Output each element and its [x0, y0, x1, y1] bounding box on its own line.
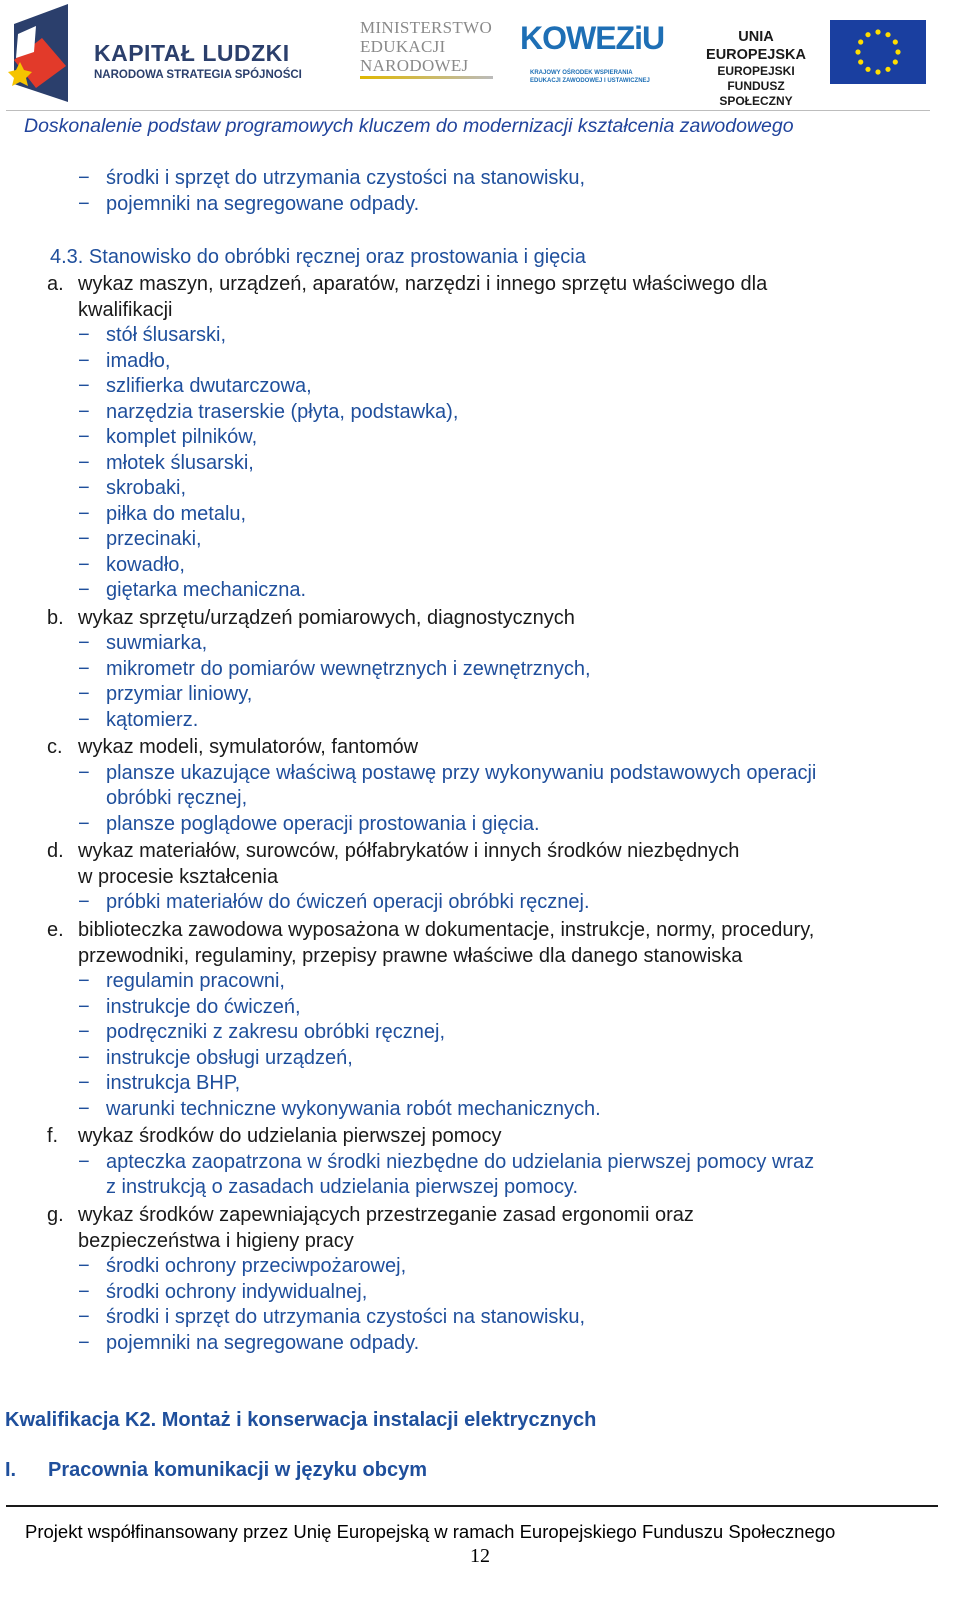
- kapital-ludzki-title: KAPITAŁ LUDZKI: [94, 40, 290, 66]
- footer-divider: [6, 1505, 938, 1507]
- paragraph-line: wykaz środków zapewniających przestrzeganie zasad ergonomii oraz: [78, 1204, 694, 1226]
- letter-d: d.: [47, 840, 64, 862]
- list-item-continuation: z instrukcją o zasadach udzielania pierwszej pomocy.: [106, 1176, 579, 1198]
- paragraph-line: bezpieczeństwa i higieny pracy: [78, 1230, 354, 1252]
- letter-e: e.: [47, 919, 64, 941]
- kapital-ludzki-subtitle: NARODOWA STRATEGIA SPÓJNOŚCI: [94, 69, 302, 81]
- header-divider: [6, 110, 930, 111]
- eu-line-3: FUNDUSZ SPOŁECZNY: [719, 79, 793, 108]
- paragraph-line: wykaz maszyn, urządzeń, aparatów, narzędzi i innego sprzętu właściwego dla: [78, 273, 768, 295]
- paragraph-line: biblioteczka zawodowa wyposażona w dokumentacje, instrukcje, normy, procedury,: [78, 919, 815, 941]
- page-number: 12: [470, 1545, 490, 1567]
- ministry-logo: [360, 18, 500, 88]
- eu-logo: [690, 20, 940, 108]
- paragraph-line: przewodniki, regulaminy, przepisy prawne właściwe dla danego stanowiska: [78, 945, 743, 967]
- ministry-line-2: EDUKACJI: [360, 37, 446, 56]
- running-header: Doskonalenie podstaw programowych kluczem do modernizacji kształcenia zawodowego: [24, 115, 794, 137]
- letter-g: g.: [47, 1204, 64, 1226]
- paragraph-line: w procesie kształcenia: [78, 866, 279, 888]
- paragraph-line: wykaz sprzętu/urządzeń pomiarowych, diagnostycznych: [78, 607, 575, 629]
- letter-f: f.: [47, 1125, 59, 1147]
- koweziu-subtitle-2: EDUKACJI ZAWODOWEJ I USTAWICZNEJ: [530, 78, 650, 84]
- eu-text: [690, 28, 822, 109]
- ministry-line-1: MINISTERSTWO: [360, 18, 493, 37]
- section-title: 4.3. Stanowisko do obróbki ręcznej oraz prostowania i gięcia: [50, 246, 586, 268]
- subheading-number: I.: [5, 1459, 17, 1481]
- koweziu-subtitle-1: KRAJOWY OŚRODEK WSPIERANIA: [530, 70, 633, 76]
- footer-text: Projekt współfinansowany przez Unię Europejską w ramach Europejskiego Funduszu Społecznego: [25, 1521, 836, 1542]
- ministry-line-3: NARODOWEJ: [360, 56, 469, 75]
- letter-c: c.: [47, 736, 63, 758]
- eu-line-2: EUROPEJSKI: [717, 64, 795, 78]
- paragraph-line: wykaz materiałów, surowców, półfabrykatów i innych środków niezbędnych: [78, 840, 740, 862]
- letter-a: a.: [47, 273, 64, 295]
- subheading-text: Pracownia komunikacji w języku obcym: [48, 1459, 428, 1481]
- list-item-continuation: obróbki ręcznej,: [106, 787, 248, 809]
- koweziu-logo: [520, 14, 665, 84]
- paragraph-line: wykaz środków do udzielania pierwszej pomocy: [78, 1125, 502, 1147]
- ministry-underline: [360, 76, 493, 79]
- logo-strip: [0, 0, 960, 112]
- letter-b: b.: [47, 607, 64, 629]
- paragraph-line: kwalifikacji: [78, 299, 173, 321]
- kapital-ludzki-logo: [6, 4, 306, 104]
- qualification-heading: Kwalifikacja K2. Montaż i konserwacja instalacji elektrycznych: [5, 1409, 597, 1431]
- eu-flag-icon: [830, 20, 926, 84]
- paragraph-line: wykaz modeli, symulatorów, fantomów: [78, 736, 419, 758]
- kapital-ludzki-emblem: [6, 4, 86, 104]
- koweziu-title: KOWEZiU: [520, 20, 665, 56]
- eu-line-1: UNIA EUROPEJSKA: [706, 29, 806, 63]
